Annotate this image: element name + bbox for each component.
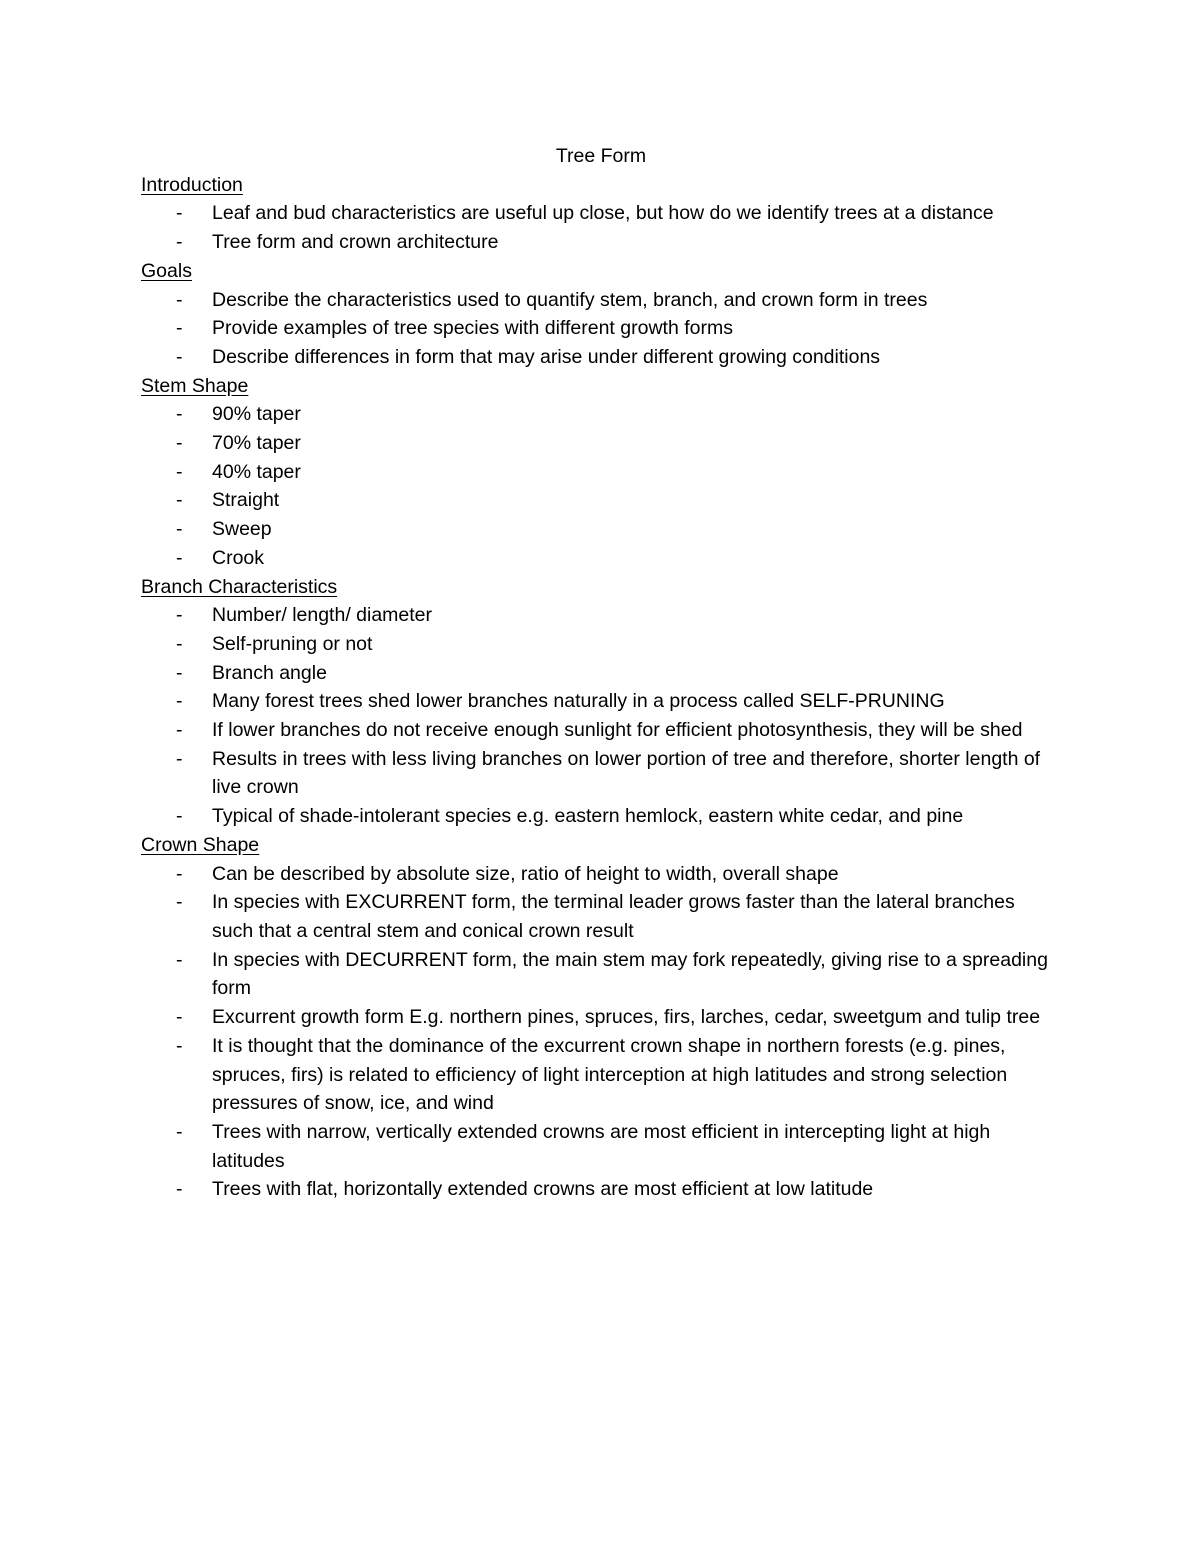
- dash-bullet: -: [176, 604, 183, 627]
- list-item: [141, 888, 1061, 945]
- dash-bullet: -: [176, 546, 183, 569]
- list-item: [141, 1003, 1061, 1032]
- bullet-list: [141, 286, 1061, 372]
- list-item-text: Trees with narrow, vertically extended crowns are most efficient in intercepting light at high latitudes: [212, 1120, 991, 1172]
- dash-bullet: -: [176, 432, 183, 455]
- list-item-text: Trees with flat, horizontally extended crowns are most efficient at low latitude: [212, 1178, 874, 1201]
- list-item: [141, 343, 1061, 372]
- list-item-text: Branch angle: [212, 661, 327, 684]
- section-stem-shape: [141, 372, 1061, 573]
- list-item: [141, 314, 1061, 343]
- list-item: [141, 1118, 1061, 1175]
- list-item: [141, 630, 1061, 659]
- bullet-list: [141, 400, 1061, 572]
- list-item: [141, 458, 1061, 487]
- section-heading: Stem Shape: [141, 374, 249, 397]
- list-item: [141, 515, 1061, 544]
- list-item-text: Self-pruning or not: [212, 632, 373, 655]
- list-item: [141, 802, 1061, 831]
- dash-bullet: -: [176, 1120, 183, 1143]
- list-item: [141, 860, 1061, 889]
- list-item-text: Many forest trees shed lower branches naturally in a process called SELF-PRUNING: [212, 690, 945, 713]
- list-item: [141, 1032, 1061, 1118]
- list-item: [141, 199, 1061, 228]
- dash-bullet: -: [176, 1034, 183, 1057]
- dash-bullet: -: [176, 1178, 183, 1201]
- list-item-text: Tree form and crown architecture: [212, 231, 499, 254]
- list-item-text: Results in trees with less living branches on lower portion of tree and therefore, shorter length of live crown: [212, 747, 1041, 799]
- list-item-text: 40% taper: [212, 460, 301, 483]
- list-item: [141, 544, 1061, 573]
- document-page: [141, 142, 1061, 1204]
- document-title: Tree Form: [555, 145, 647, 167]
- list-item-text: Can be described by absolute size, ratio of height to width, overall shape: [212, 862, 839, 885]
- dash-bullet: -: [176, 948, 183, 971]
- bullet-list: [141, 199, 1061, 256]
- list-item-text: 90% taper: [212, 403, 301, 426]
- dash-bullet: -: [176, 719, 183, 742]
- dash-bullet: -: [176, 345, 183, 368]
- list-item-text: Typical of shade-intolerant species e.g. eastern hemlock, eastern white cedar, and pine: [212, 805, 964, 828]
- list-item-text: It is thought that the dominance of the excurrent crown shape in northern forests (e.g. pines, spruces, firs) is related to efficiency of light interception at high latitudes and strong selection pressures of snow, ice, and wind: [212, 1034, 1008, 1115]
- list-item: [141, 946, 1061, 1003]
- list-item-text: Describe differences in form that may arise under different growing conditions: [212, 345, 881, 368]
- dash-bullet: -: [176, 690, 183, 713]
- list-item: [141, 601, 1061, 630]
- list-item: [141, 716, 1061, 745]
- section-heading: Goals: [141, 259, 192, 282]
- dash-bullet: -: [176, 231, 183, 254]
- dash-bullet: -: [176, 747, 183, 770]
- list-item: [141, 659, 1061, 688]
- dash-bullet: -: [176, 1006, 183, 1029]
- list-item-text: Crook: [212, 546, 265, 569]
- list-item: [141, 429, 1061, 458]
- list-item-text: Straight: [212, 489, 280, 512]
- list-item-text: In species with EXCURRENT form, the terminal leader grows faster than the lateral branches such that a central stem and conical crown result: [212, 891, 1015, 942]
- list-item-text: Sweep: [212, 518, 272, 541]
- section-crown-shape: [141, 831, 1061, 1204]
- dash-bullet: -: [176, 805, 183, 828]
- dash-bullet: -: [176, 862, 183, 885]
- list-item-text: If lower branches do not receive enough sunlight for efficient photosynthesis, they will be shed: [212, 719, 1023, 742]
- section-heading: Introduction: [141, 173, 243, 196]
- list-item: [141, 1175, 1061, 1204]
- list-item: [141, 400, 1061, 429]
- bullet-list: [141, 860, 1061, 1204]
- dash-bullet: -: [176, 202, 183, 225]
- dash-bullet: -: [176, 632, 183, 655]
- dash-bullet: -: [176, 317, 183, 340]
- section-heading: Crown Shape: [141, 833, 260, 856]
- list-item: [141, 286, 1061, 315]
- list-item-text: Excurrent growth form E.g. northern pines, spruces, firs, larches, cedar, sweetgum and tulip tree: [212, 1006, 1041, 1029]
- list-item: [141, 228, 1061, 257]
- section-heading: Branch Characteristics: [141, 575, 338, 598]
- section-goals: [141, 257, 1061, 372]
- dash-bullet: -: [176, 403, 183, 426]
- list-item-text: In species with DECURRENT form, the main stem may fork repeatedly, giving rise to a spreading form: [212, 948, 1048, 1000]
- list-item-text: Number/ length/ diameter: [212, 604, 433, 627]
- section-branch-characteristics: [141, 573, 1061, 831]
- dash-bullet: -: [176, 518, 183, 541]
- list-item: [141, 687, 1061, 716]
- list-item-text: Leaf and bud characteristics are useful up close, but how do we identify trees at a distance: [212, 202, 994, 225]
- dash-bullet: -: [176, 288, 183, 311]
- list-item-text: 70% taper: [212, 432, 301, 455]
- section-introduction: [141, 171, 1061, 257]
- list-item: [141, 745, 1061, 802]
- dash-bullet: -: [176, 460, 183, 483]
- list-item: [141, 486, 1061, 515]
- list-item-text: Describe the characteristics used to quantify stem, branch, and crown form in trees: [212, 288, 928, 311]
- dash-bullet: -: [176, 489, 183, 512]
- dash-bullet: -: [176, 661, 183, 684]
- list-item-text: Provide examples of tree species with different growth forms: [212, 317, 733, 340]
- dash-bullet: -: [176, 891, 183, 914]
- bullet-list: [141, 601, 1061, 831]
